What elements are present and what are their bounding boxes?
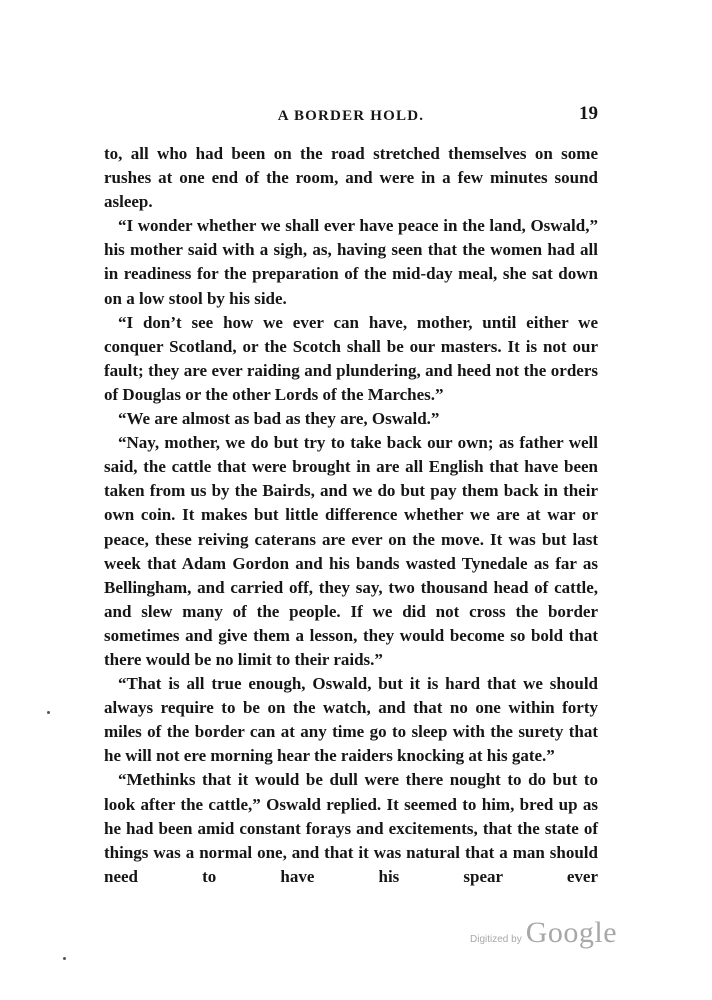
paragraph: “Nay, mother, we do but try to take back our own; as father well said, the cattle that were brought in are all English that have been taken from us by the Bairds, and we do but pay them back in their own coin. It makes but little difference whether we are at war or peace, these reiving caterans are ever on the move. It was but last week that Adam Gordon and his bands wasted Tynedale as far as Bellingham, and carried off, they say, two thousand head of cattle, and slew many of the people. If we did not cross the border sometimes and give them a lesson, they would become so bold that there would be no limit to their raids.” xyxy=(104,433,598,669)
paragraph: “I don’t see how we ever can have, mother, until either we conquer Scotland, or the Scotch shall be our masters. It is not our fault; they are ever raiding and plundering, and heed not the orders of Douglas or the other Lords of the Marches.” xyxy=(104,312,598,404)
text-body xyxy=(104,142,598,889)
scan-speck xyxy=(63,957,66,960)
watermark-prefix: Digitized by xyxy=(470,934,522,945)
paragraph: “I wonder whether we shall ever have peace in the land, Oswald,” his mother said with a sigh, as, having seen that the women had all in readiness for the preparation of the mid-day meal, she sat down on a low stool by his side. xyxy=(104,216,598,308)
digitized-watermark xyxy=(470,916,617,956)
paragraph: to, all who had been on the road stretched themselves on some rushes at one end of the room, and were in a few minutes sound asleep. xyxy=(104,144,598,212)
running-head xyxy=(104,103,598,129)
google-logo: Google xyxy=(525,916,618,949)
scan-speck xyxy=(47,711,50,714)
paragraph: “We are almost as bad as they are, Oswald.” xyxy=(118,409,440,429)
paragraph: “That is all true enough, Oswald, but it is hard that we should always require to be on the watch, and that no one within forty miles of the border can at any time go to sleep with the surety that he will not ere morning hear the raiders knocking at his gate.” xyxy=(104,674,598,766)
running-title: A BORDER HOLD. xyxy=(277,108,425,124)
paragraph: “Methinks that it would be dull were there nought to do but to look after the cattle,” Oswald replied. It seemed to him, bred up as he had been amid constant forays and excitements, that the state of things was a normal one, and that it was natural that a man should need to have his spear ever xyxy=(104,770,598,886)
page-number: 19 xyxy=(579,103,598,124)
